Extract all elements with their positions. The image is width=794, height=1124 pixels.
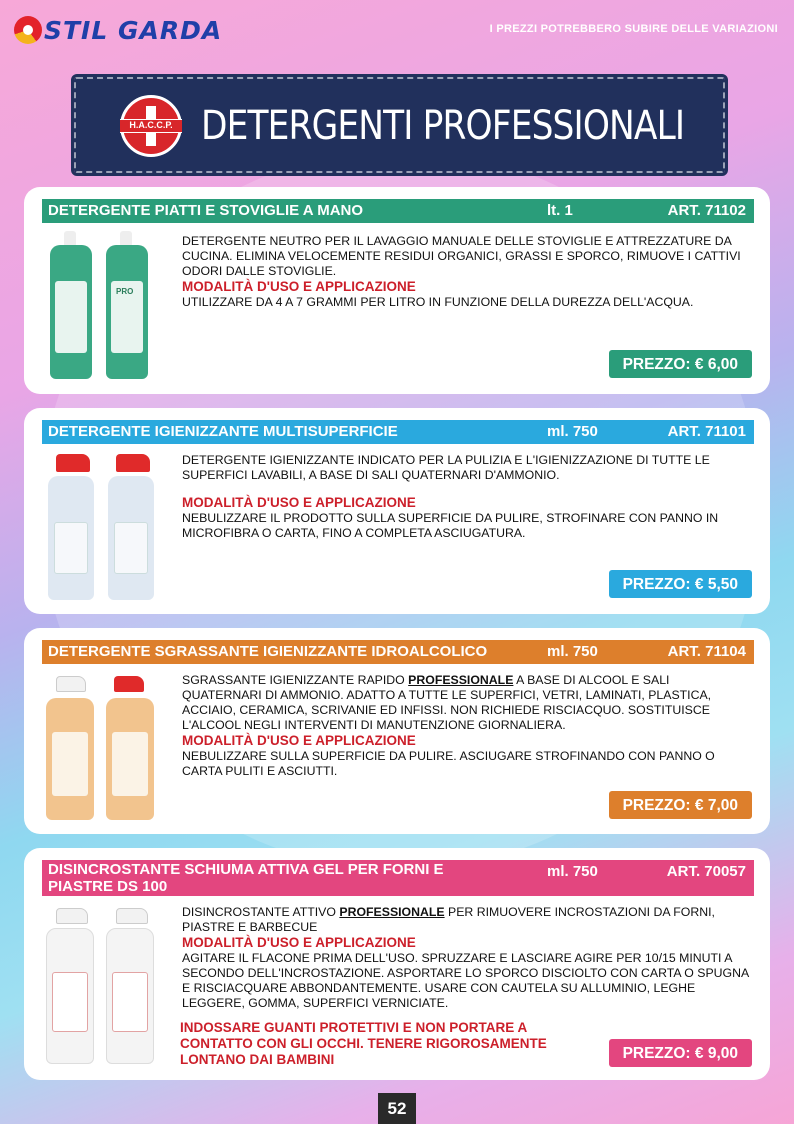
product-description-block [182, 453, 752, 541]
page-number: 52 [378, 1093, 416, 1124]
price-tag: PREZZO: € 5,50 [609, 570, 752, 598]
product-card-1 [24, 187, 770, 394]
page-title: DETERGENTI PROFESSIONALI [201, 103, 685, 149]
product-header-bar [42, 640, 754, 664]
product-card-4 [24, 848, 770, 1080]
product-size: ml. 750 [547, 423, 598, 440]
product-name: DETERGENTE SGRASSANTE IGIENIZZANTE IDROALCOLICO [48, 643, 488, 660]
product-card-3 [24, 628, 770, 834]
brand-name: STIL GARDA [44, 15, 223, 45]
product-image [42, 452, 172, 602]
product-description-block [182, 673, 752, 779]
product-size: lt. 1 [547, 202, 573, 219]
price-tag: PREZZO: € 6,00 [609, 350, 752, 378]
usage-title: MODALITÀ D'USO E APPLICAZIONE [182, 733, 416, 748]
product-name: DETERGENTE IGIENIZZANTE MULTISUPERFICIE [48, 423, 398, 440]
product-header-bar [42, 199, 754, 223]
product-header-bar [42, 420, 754, 444]
product-article-code: ART. 71101 [667, 423, 746, 440]
haccp-badge-icon [120, 95, 182, 157]
title-banner [74, 77, 725, 173]
brand-logo [14, 14, 222, 46]
product-image [42, 904, 172, 1069]
safety-warning: INDOSSARE GUANTI PROTETTIVI E NON PORTARE A CONTATTO CON GLI OCCHI. TENERE RIGOROSAMENTE LONTANO DAI BAMBINI [180, 1020, 547, 1067]
product-image [42, 231, 172, 381]
product-size: ml. 750 [547, 863, 598, 880]
product-name: DETERGENTE PIATTI E STOVIGLIE A MANO [48, 202, 364, 219]
product-description: DETERGENTE IGIENIZZANTE INDICATO PER LA PULIZIA E L'IGIENIZZAZIONE DI TUTTE LE SUPERFICI LAVABILI, A BASE DI SALI QUATERNARI D'AMMONIO. [182, 453, 710, 482]
usage-title: MODALITÀ D'USO E APPLICAZIONE [182, 935, 416, 950]
product-description-block [182, 905, 752, 1011]
bottle-label-text: PRO [116, 287, 134, 296]
usage-title: MODALITÀ D'USO E APPLICAZIONE [182, 495, 416, 510]
product-description: DETERGENTE NEUTRO PER IL LAVAGGIO MANUALE DELLE STOVIGLIE E ATTREZZATURE DA CUCINA. ELIMINA VELOCEMENTE RESIDUI ORGANICI, GRASSI E SPORCO, RIMUOVE I CATTIVI ODORI DALLE STOVIGLIE. [182, 234, 741, 278]
price-tag: PREZZO: € 9,00 [609, 1039, 752, 1067]
product-description-block [182, 234, 752, 310]
product-description: DISINCROSTANTE ATTIVO PROFESSIONALE PER RIMUOVERE INCROSTAZIONI DA FORNI, PIASTRE E BARBECUE [182, 905, 715, 934]
usage-title: MODALITÀ D'USO E APPLICAZIONE [182, 279, 416, 294]
product-article-code: ART. 70057 [666, 863, 746, 880]
logo-mark-icon [14, 16, 42, 44]
product-name: DISINCROSTANTE SCHIUMA ATTIVA GEL PER FORNI E PIASTRE DS 100 [48, 861, 444, 895]
usage-text: NEBULIZZARE IL PRODOTTO SULLA SUPERFICIE DA PULIRE, STROFINARE CON PANNO IN MICROFIBRA O CARTA, FINO A COMPLETA ASCIUGATURA. [182, 511, 719, 540]
product-size: ml. 750 [547, 643, 598, 660]
price-disclaimer: I PREZZI POTREBBERO SUBIRE DELLE VARIAZIONI [489, 23, 778, 35]
product-article-code: ART. 71104 [667, 643, 746, 660]
product-article-code: ART. 71102 [667, 202, 746, 219]
usage-text: UTILIZZARE DA 4 A 7 GRAMMI PER LITRO IN FUNZIONE DELLA DUREZZA DELL'ACQUA. [182, 295, 694, 309]
usage-text: NEBULIZZARE SULLA SUPERFICIE DA PULIRE. ASCIUGARE STROFINANDO CON PANNO O CARTA PULITI E ASCIUTTI. [182, 749, 715, 778]
usage-text: AGITARE IL FLACONE PRIMA DELL'USO. SPRUZZARE E LASCIARE AGIRE PER 10/15 MINUTI A SECONDO DELL'INCROSTAZIONE. ASPORTARE LO SPORCO DISCIOLTO CON CARTA O SPUGNA E RISCIACQUARE ABBONDANTEMENTE. USARE CON CAUTELA SU ALLUMINIO, LEGHE LEGGERE, GOMMA, SUPERFICI VERNICIATE. [182, 951, 749, 1010]
price-tag: PREZZO: € 7,00 [609, 791, 752, 819]
haccp-badge-label: H.A.C.C.P. [129, 120, 173, 130]
product-image [42, 672, 172, 822]
product-description: SGRASSANTE IGIENIZZANTE RAPIDO PROFESSIONALE A BASE DI ALCOOL E SALI QUATERNARI DI AMMONIO. ADATTO A TUTTE LE SUPERFICI, VETRI, LAMINATI, PLASTICA, ACCIAIO, CERAMICA, SCRIVANIE ED INFISSI. NON RICHIEDE RISCIACQUO. SOSTITUISCE L'ALCOOL NEGLI INTERVENTI DI MANUTENZIONE GIORNALIERA. [182, 673, 712, 732]
product-card-2 [24, 408, 770, 614]
product-header-bar [42, 860, 754, 896]
